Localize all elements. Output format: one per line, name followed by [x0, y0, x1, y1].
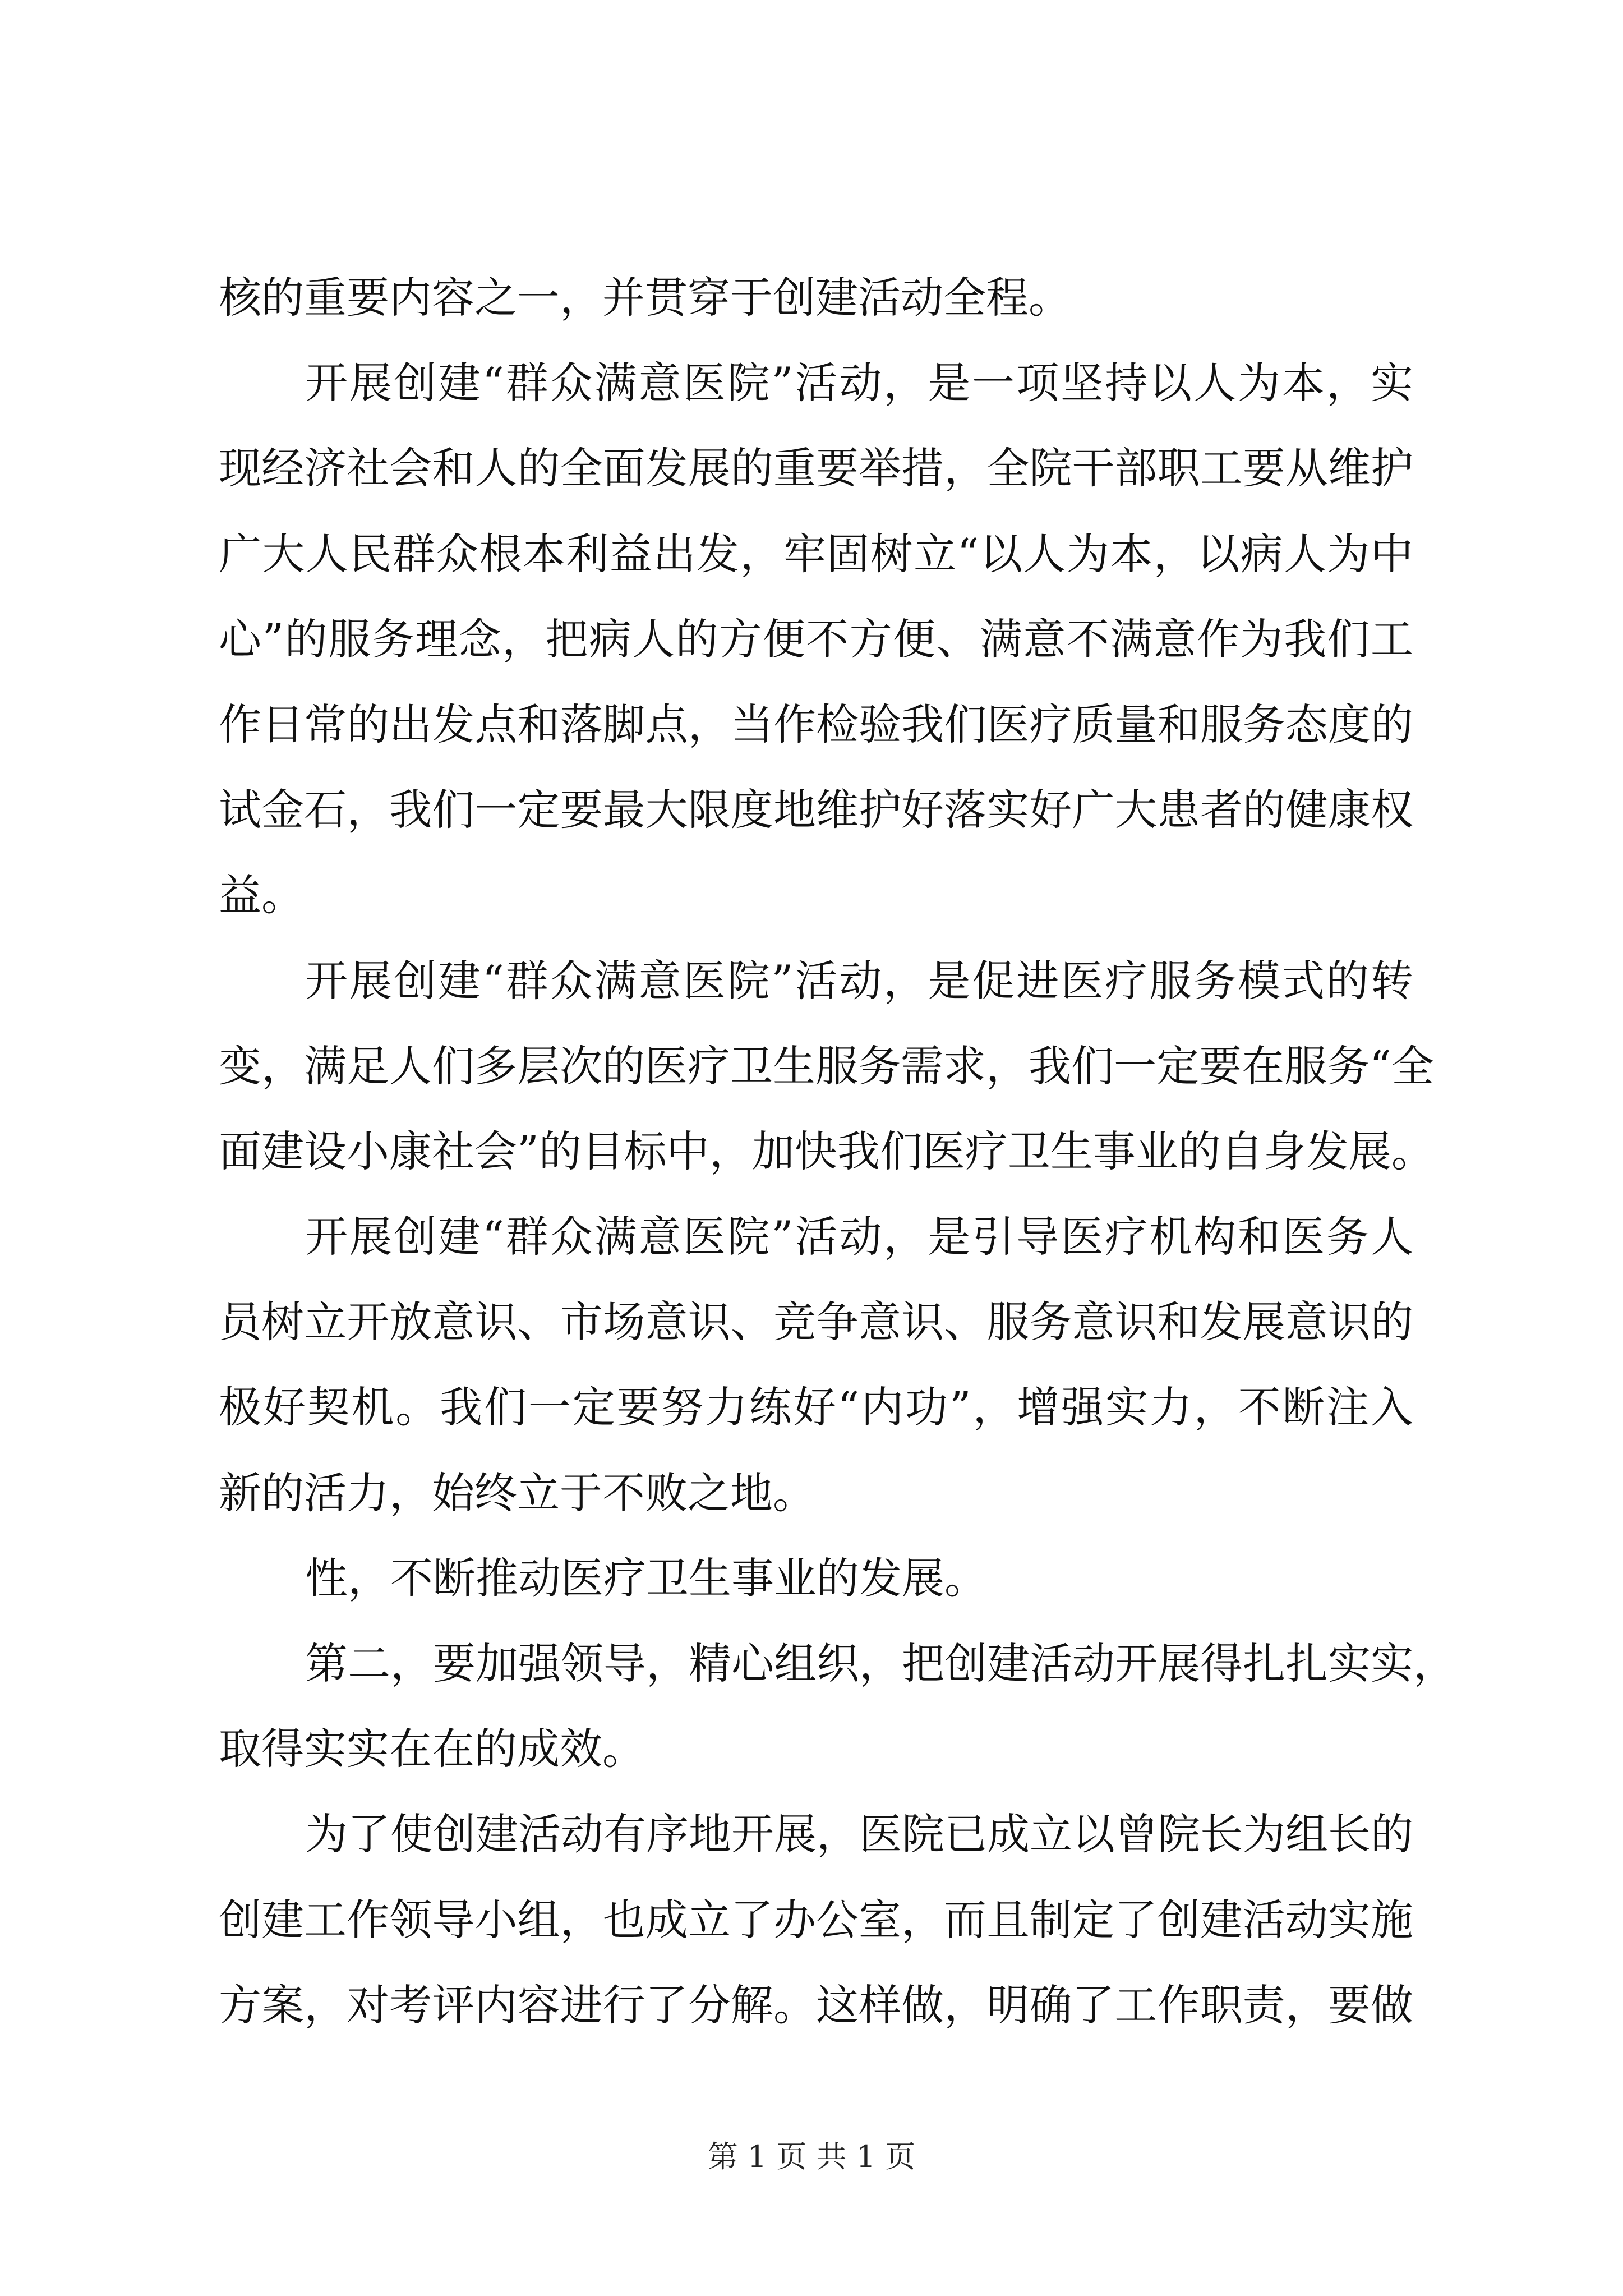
text-line: 性，不断推动医疗卫生事业的发展。	[305, 1553, 987, 1603]
text-line: 创建工作领导小组，也成立了办公室，而且制定了创建活动实施	[219, 1894, 1413, 1945]
text-line: 广大人民群众根本利益出发，牢固树立“以人为本，以病人为中	[219, 528, 1413, 579]
text-line: 第二，要加强领导，精心组织，把创建活动开展得扎扎实实，	[305, 1639, 1456, 1688]
text-line: 开展创建“群众满意医院”活动，是促进医疗服务模式的转	[305, 955, 1413, 1006]
text-line: 新的活力，始终立于不败之地。	[219, 1467, 815, 1518]
text-line: 为了使创建活动有序地开展，医院已成立以曾院长为组长的	[305, 1809, 1413, 1860]
text-line: 极好契机。我们一定要努力练好“内功”，增强实力，不断注入	[219, 1382, 1413, 1433]
text-line: 方案，对考评内容进行了分解。这样做，明确了工作职责，要做	[219, 1980, 1413, 2030]
text-line: 开展创建“群众满意医院”活动，是引导医疗机构和医务人	[305, 1212, 1413, 1262]
text-line: 开展创建“群众满意医院”活动，是一项坚持以人为本，实	[305, 358, 1413, 408]
text-line: 益。	[219, 870, 304, 921]
text-line: 变，满足人们多层次的医疗卫生服务需求，我们一定要在服务“全	[219, 1041, 1434, 1091]
text-line: 心”的服务理念，把病人的方便不方便、满意不满意作为我们工	[219, 614, 1413, 664]
text-line: 试金石，我们一定要最大限度地维护好落实好广大患者的健康权	[219, 785, 1413, 835]
document-body	[219, 255, 1456, 2048]
text-line: 取得实实在在的成效。	[219, 1724, 645, 1774]
page-number-footer: 第 1 页 共 1 页	[707, 2139, 916, 2174]
text-line: 现经济社会和人的全面发展的重要举措，全院干部职工要从维护	[219, 443, 1413, 494]
text-line: 面建设小康社会”的目标中，加快我们医疗卫生事业的自身发展。	[219, 1126, 1434, 1176]
text-line: 作日常的出发点和落脚点，当作检验我们医疗质量和服务态度的	[219, 699, 1413, 749]
text-line: 核的重要内容之一，并贯穿于创建活动全程。	[219, 273, 1071, 323]
text-line: 员树立开放意识、市场意识、竞争意识、服务意识和发展意识的	[219, 1297, 1413, 1347]
